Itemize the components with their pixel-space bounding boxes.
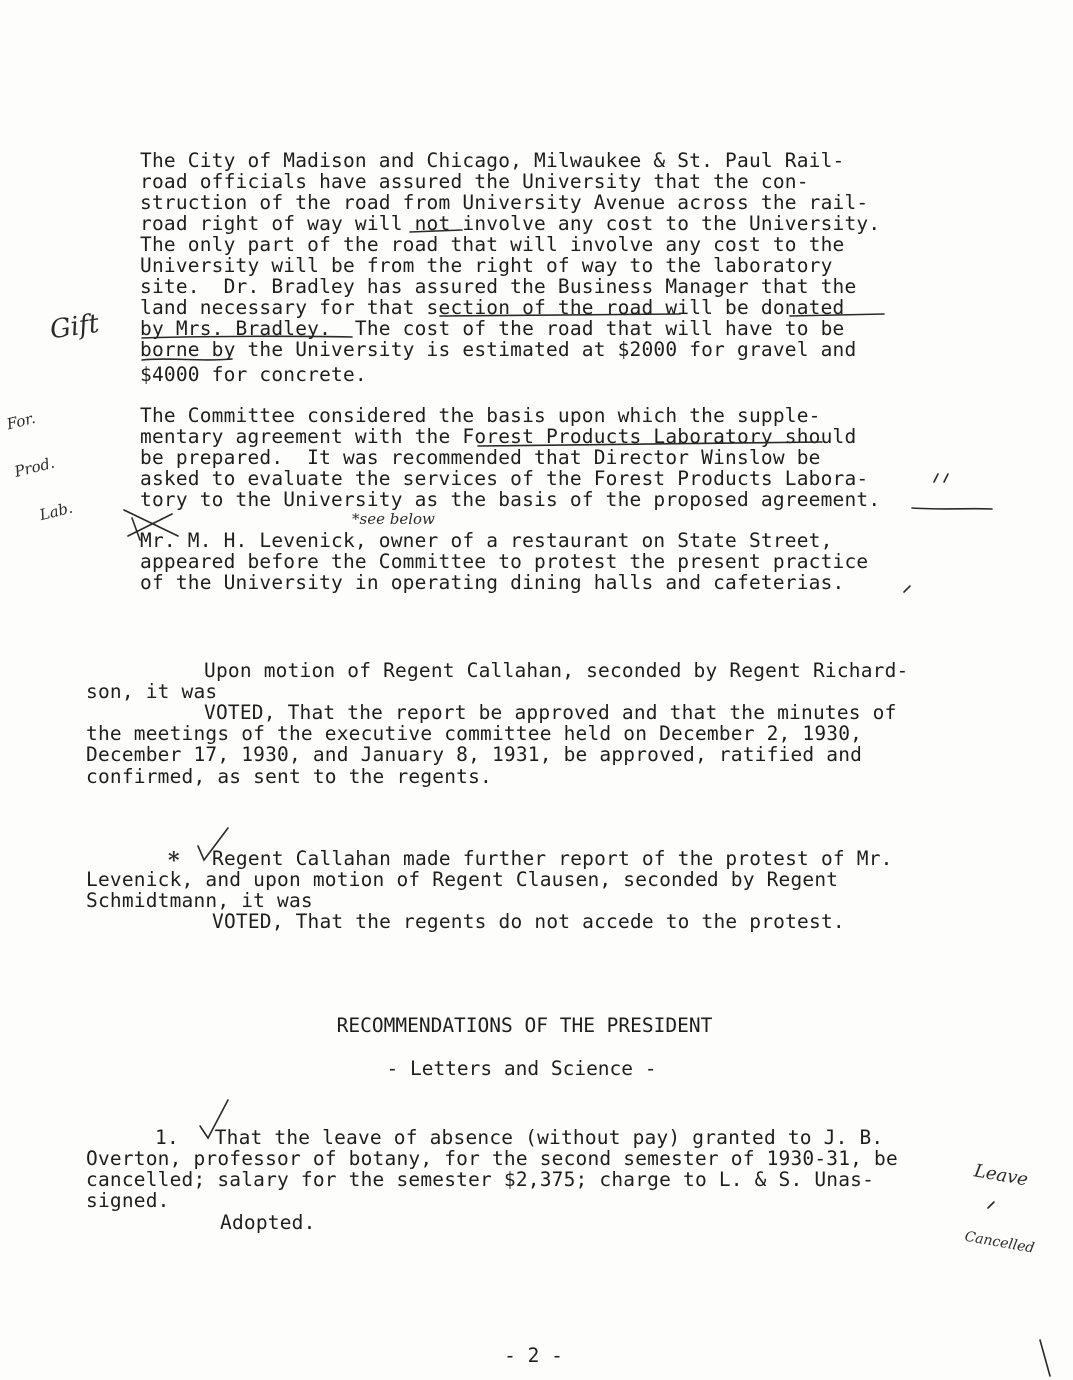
section-title: RECOMMENDATIONS OF THE PRESIDENT — [336, 1014, 713, 1037]
text-line: son, it was — [86, 680, 218, 703]
handwritten-star: * — [168, 848, 180, 874]
underline-mark — [142, 336, 352, 338]
note-line: For. — [4, 408, 38, 434]
underline-mark — [790, 314, 884, 316]
cross-mark — [124, 510, 178, 540]
text-line: be prepared. It was recommended that Director Winslow be — [140, 446, 821, 469]
text-line: 1. That the leave of absence (without pay) granted to J. B. — [155, 1126, 884, 1149]
note-line: Lab. — [37, 498, 75, 525]
checkmark — [200, 1100, 228, 1138]
checkmark — [198, 828, 228, 860]
text-line: road right of way will not involve any cost to the University. — [140, 212, 881, 235]
note-line: Cancelled — [963, 1228, 1036, 1257]
text-line: $4000 for concrete. — [140, 363, 367, 386]
text-line: land necessary for that section of the road will be donated — [140, 296, 845, 319]
underline-mark — [440, 314, 680, 316]
underline-mark — [410, 230, 462, 232]
text-line: of the University in operating dining halls and cafeterias. — [140, 571, 845, 594]
text-line: by Mrs. Bradley. The cost of the road that will have to be — [140, 317, 845, 340]
section-subtitle: - Letters and Science - — [386, 1057, 657, 1080]
text-line: asked to evaluate the services of the Forest Products Labora- — [140, 467, 869, 490]
handwritten-see-below-note: *see below — [352, 510, 435, 528]
tick-mark — [988, 1202, 994, 1208]
tick-mark — [934, 474, 948, 482]
tick-mark — [904, 586, 910, 592]
text-line: Upon motion of Regent Callahan, seconded by Regent Richard- — [204, 659, 909, 682]
text-line: borne by the University is estimated at $2000 for gravel and — [140, 338, 857, 361]
text-line: VOTED, That the report be approved and that the minutes of — [204, 701, 897, 724]
text-line: University will be from the right of way to the laboratory — [140, 254, 833, 277]
text-line: cancelled; salary for the semester $2,375; charge to L. & S. Unas- — [86, 1168, 875, 1191]
note-line: Prod. — [12, 453, 57, 481]
text-line: signed. — [86, 1189, 170, 1212]
text-line: The City of Madison and Chicago, Milwaukee & St. Paul Rail- — [140, 149, 845, 172]
text-line: Mr. M. H. Levenick, owner of a restaurant on State Street, — [140, 529, 833, 552]
text-line: Schmidtmann, it was — [86, 889, 313, 912]
text-line: The Committee considered the basis upon which the supple- — [140, 404, 821, 427]
text-line: confirmed, as sent to the regents. — [86, 765, 492, 788]
underline-mark — [142, 359, 232, 360]
text-line: The only part of the road that will involve any cost to the — [140, 233, 845, 256]
text-line: mentary agreement with the Forest Products Laboratory should — [140, 425, 857, 448]
text-line: December 17, 1930, and January 8, 1931, be approved, ratified and — [86, 743, 863, 766]
text-line: Regent Callahan made further report of the protest of Mr. — [212, 847, 893, 870]
underline-mark — [912, 508, 992, 509]
text-line: Adopted. — [220, 1211, 316, 1234]
text-line: road officials have assured the University that the con- — [140, 170, 809, 193]
text-line: site. Dr. Bradley has assured the Business Manager that the — [140, 275, 857, 298]
margin-line — [1040, 1340, 1050, 1376]
text-line: appeared before the Committee to protest the present practice — [140, 550, 869, 573]
text-line: Levenick, and upon motion of Regent Clausen, seconded by Regent — [86, 868, 839, 891]
handwritten-gift-note: Gift — [48, 308, 102, 346]
note-line: Leave — [972, 1160, 1030, 1191]
text-line: VOTED, That the regents do not accede to the protest. — [212, 910, 845, 933]
page-number: - 2 - — [504, 1344, 563, 1367]
text-line: struction of the road from University Avenue across the rail- — [140, 191, 869, 214]
underline-mark — [478, 442, 822, 446]
text-line: the meetings of the executive committee held on December 2, 1930, — [86, 722, 863, 745]
text-line: tory to the University as the basis of the proposed agreement. — [140, 488, 881, 511]
text-line: Overton, professor of botany, for the second semester of 1930-31, be — [86, 1147, 898, 1170]
